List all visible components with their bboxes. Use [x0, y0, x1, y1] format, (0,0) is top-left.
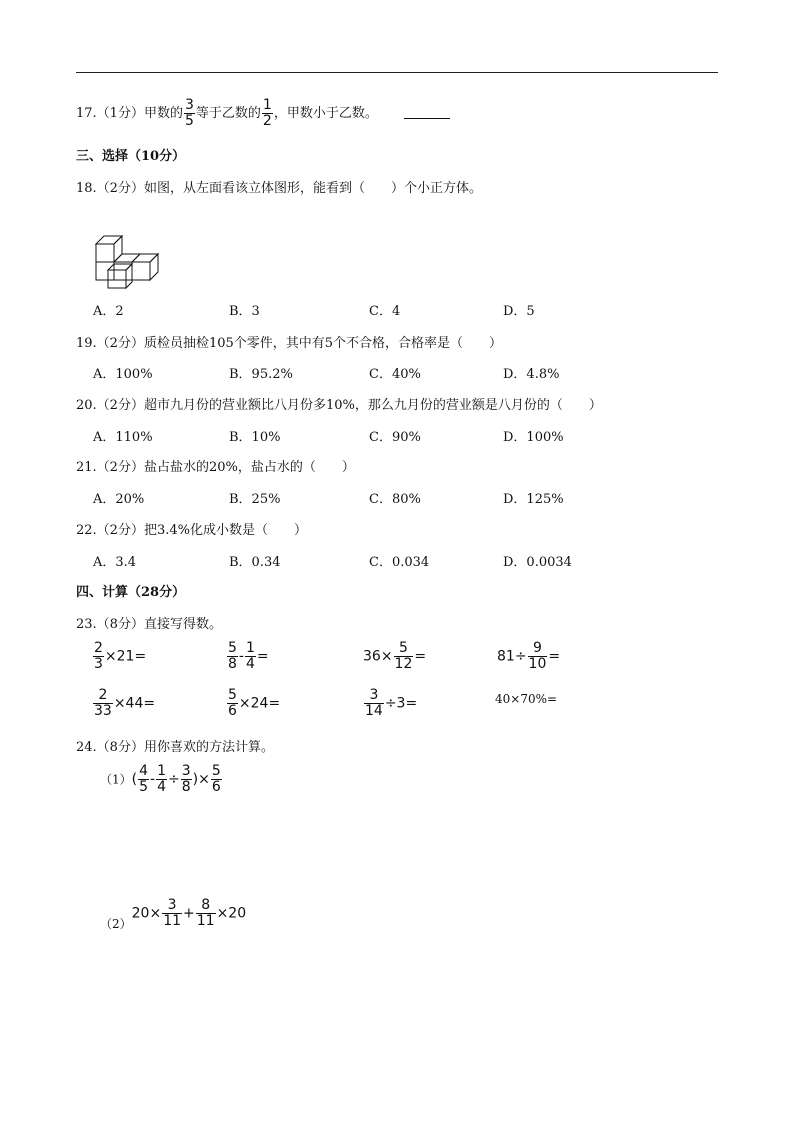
question-24: 24.（8分）用你喜欢的方法计算。: [76, 740, 274, 755]
expression-8: 40×70%=: [495, 692, 558, 706]
question-21: 21.（2分）盐占盐水的20%，盐占水的（ ）: [76, 460, 355, 475]
expression-7: $\frac{3}{14}$ ÷3=: [365, 687, 418, 719]
question-17: 17.（1分）甲数的 $\frac{3}{5}$ 等于乙数的 $\frac{1}{2}$ ，甲数小于乙数。: [76, 98, 450, 129]
header-rule: [76, 72, 718, 73]
fraction: $\frac{3}{5}$: [184, 97, 194, 129]
option-a[interactable]: A．3.4: [93, 555, 137, 570]
question-23: 23.（8分）直接写得数。: [76, 617, 222, 632]
option-d[interactable]: D．4.8%: [503, 367, 560, 382]
answer-blank[interactable]: [404, 108, 450, 119]
option-d[interactable]: D．125%: [503, 492, 564, 507]
expression-4: 81÷ $\frac{9}{10}$ =: [497, 640, 561, 672]
section-4-title: 四、计算（28分）: [76, 585, 186, 600]
option-b[interactable]: B．95.2%: [229, 367, 293, 382]
question-19: 19.（2分）质检员抽检105个零件，其中有5个不合格，合格率是（ ）: [76, 336, 503, 351]
expression-6: $\frac{5}{6}$ ×24=: [228, 687, 281, 719]
option-b[interactable]: B．0.34: [229, 555, 281, 570]
section-3-title: 三、选择（10分）: [76, 149, 186, 164]
option-b[interactable]: B．10%: [229, 430, 281, 445]
question-20: 20.（2分）超市九月份的营业额比八月份多10%，那么九月份的营业额是八月份的（ ）: [76, 398, 602, 413]
expression-1: $\frac{2}{3}$ ×21=: [94, 640, 147, 672]
option-d[interactable]: D．100%: [503, 430, 564, 445]
option-b[interactable]: B．3: [229, 304, 260, 319]
option-a[interactable]: A．100%: [93, 367, 153, 382]
option-d[interactable]: D．0.0034: [503, 555, 572, 570]
option-c[interactable]: C．40%: [369, 367, 421, 382]
question-18: 18.（2分）如图，从左面看该立体图形，能看到（ ）个小正方体。: [76, 181, 482, 196]
option-c[interactable]: C．4: [369, 304, 401, 319]
option-c[interactable]: C．80%: [369, 492, 421, 507]
cube-figure: [90, 232, 168, 290]
option-a[interactable]: A．20%: [93, 492, 145, 507]
question-22: 22.（2分）把3.4%化成小数是（ ）: [76, 523, 307, 538]
expression-3: 36× $\frac{5}{12}$ =: [363, 640, 427, 672]
expression-5: $\frac{2}{33}$ ×44=: [94, 687, 156, 719]
option-a[interactable]: A．2: [93, 304, 124, 319]
option-d[interactable]: D．5: [503, 304, 535, 319]
option-c[interactable]: C．90%: [369, 430, 421, 445]
expression-2: $\frac{5}{8}$ - $\frac{1}{4}$ =: [228, 640, 269, 672]
option-c[interactable]: C．0.034: [369, 555, 430, 570]
fraction: $\frac{1}{2}$: [262, 97, 272, 129]
option-b[interactable]: B．25%: [229, 492, 281, 507]
problem-24-2: （2）20× $\frac{3}{11}$ + $\frac{8}{11}$ ×20: [100, 897, 247, 931]
option-a[interactable]: A．110%: [93, 430, 153, 445]
problem-24-1: （1）( $\frac{4}{5}$ - $\frac{1}{4}$ ÷ $\frac{3}{8}$ )× $\frac{5}{6}$: [100, 763, 221, 795]
